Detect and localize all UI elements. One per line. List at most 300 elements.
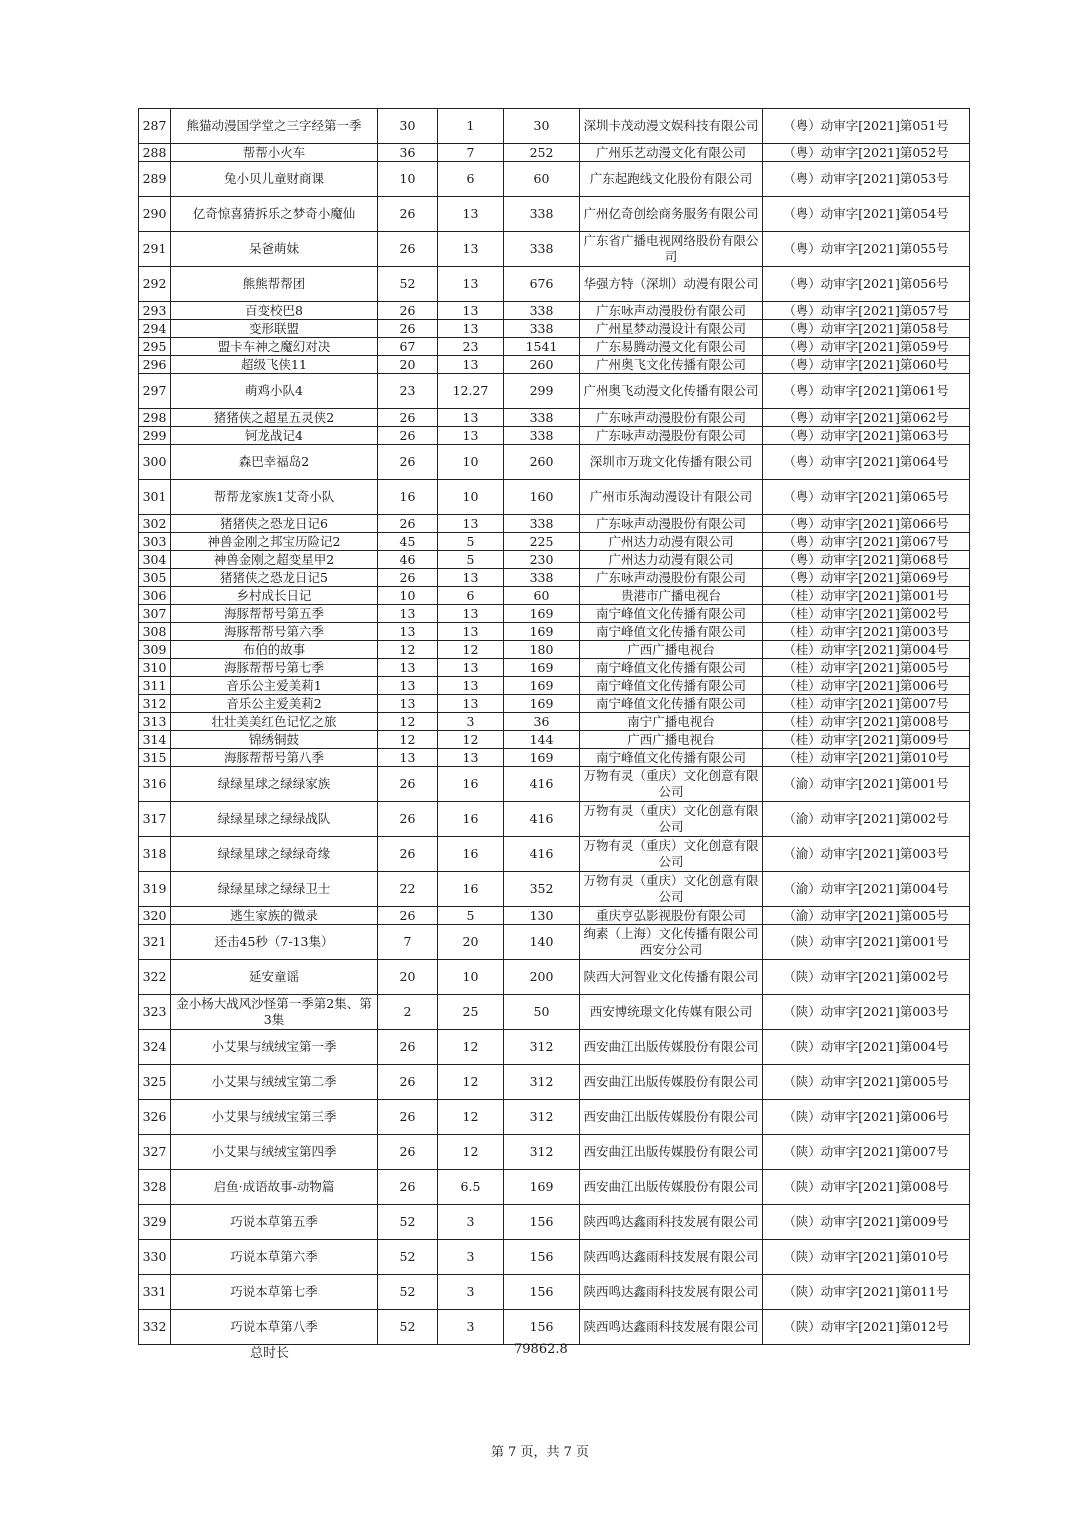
approval-number-cell: （陕）动审字[2021]第006号 — [763, 1100, 970, 1135]
approval-number-cell: （粤）动审字[2021]第066号 — [763, 515, 970, 533]
work-title-cell: 绿绿星球之绿绿家族 — [171, 767, 378, 802]
table-row — [139, 1030, 970, 1065]
row-no-cell: 327 — [139, 1135, 171, 1170]
work-title-cell: 绿绿星球之绿绿战队 — [171, 802, 378, 837]
work-title-cell: 巧说本草第六季 — [171, 1240, 378, 1275]
total-minutes-cell: 30 — [504, 109, 580, 144]
table-row — [139, 605, 970, 623]
total-minutes-cell: 200 — [504, 960, 580, 995]
producer-cell: 西安曲江出版传媒股份有限公司 — [580, 1065, 763, 1100]
producer-cell: 陕西鸣达鑫雨科技发展有限公司 — [580, 1275, 763, 1310]
minutes-per-episode-cell: 23 — [438, 338, 504, 356]
minutes-per-episode-cell: 6 — [438, 587, 504, 605]
table-row — [139, 925, 970, 960]
producer-cell: 广州奥飞文化传播有限公司 — [580, 356, 763, 374]
episodes-cell: 26 — [378, 1065, 438, 1100]
minutes-per-episode-cell: 13 — [438, 749, 504, 767]
row-no-cell: 328 — [139, 1170, 171, 1205]
minutes-per-episode-cell: 6.5 — [438, 1170, 504, 1205]
producer-cell: 广西广播电视台 — [580, 641, 763, 659]
approval-number-cell: （粤）动审字[2021]第056号 — [763, 267, 970, 302]
total-minutes-cell: 252 — [504, 144, 580, 162]
row-no-cell: 317 — [139, 802, 171, 837]
producer-cell: 深圳市万珑文化传播有限公司 — [580, 445, 763, 480]
episodes-cell: 26 — [378, 232, 438, 267]
row-no-cell: 292 — [139, 267, 171, 302]
row-no-cell: 301 — [139, 480, 171, 515]
episodes-cell: 13 — [378, 623, 438, 641]
total-minutes-cell: 60 — [504, 162, 580, 197]
minutes-per-episode-cell: 10 — [438, 960, 504, 995]
minutes-per-episode-cell: 10 — [438, 445, 504, 480]
producer-cell: 陕西鸣达鑫雨科技发展有限公司 — [580, 1205, 763, 1240]
minutes-per-episode-cell: 5 — [438, 551, 504, 569]
episodes-cell: 52 — [378, 1240, 438, 1275]
total-label: 总时长 — [250, 1346, 290, 1361]
episodes-cell: 26 — [378, 409, 438, 427]
approval-number-cell: （粤）动审字[2021]第065号 — [763, 480, 970, 515]
producer-cell: 南宁峰值文化传播有限公司 — [580, 749, 763, 767]
row-no-cell: 289 — [139, 162, 171, 197]
minutes-per-episode-cell: 13 — [438, 356, 504, 374]
minutes-per-episode-cell: 12 — [438, 1100, 504, 1135]
page-footer: 第 7 页，共 7 页 — [490, 1445, 590, 1460]
work-title-cell: 锦绣铜鼓 — [171, 731, 378, 749]
producer-cell: 广东省广播电视网络股份有限公司 — [580, 232, 763, 267]
work-title-cell: 钶龙战记4 — [171, 427, 378, 445]
producer-cell: 广州奥飞动漫文化传播有限公司 — [580, 374, 763, 409]
row-no-cell: 312 — [139, 695, 171, 713]
minutes-per-episode-cell: 12 — [438, 731, 504, 749]
row-no-cell: 303 — [139, 533, 171, 551]
approval-number-cell: （桂）动审字[2021]第009号 — [763, 731, 970, 749]
approval-number-cell: （渝）动审字[2021]第003号 — [763, 837, 970, 872]
producer-cell: 万物有灵（重庆）文化创意有限公司 — [580, 767, 763, 802]
work-title-cell: 猪猪侠之恐龙日记6 — [171, 515, 378, 533]
row-no-cell: 324 — [139, 1030, 171, 1065]
total-minutes-cell: 338 — [504, 320, 580, 338]
producer-cell: 陕西大河智业文化传播有限公司 — [580, 960, 763, 995]
table-row — [139, 1100, 970, 1135]
total-minutes-cell: 156 — [504, 1310, 580, 1345]
table-row — [139, 445, 970, 480]
work-title-cell: 壮壮美美红色记忆之旅 — [171, 713, 378, 731]
row-no-cell: 299 — [139, 427, 171, 445]
total-minutes-cell: 338 — [504, 427, 580, 445]
total-minutes-cell: 169 — [504, 695, 580, 713]
table-row — [139, 144, 970, 162]
total-minutes-cell: 312 — [504, 1065, 580, 1100]
work-title-cell: 巧说本草第八季 — [171, 1310, 378, 1345]
episodes-cell: 26 — [378, 1135, 438, 1170]
episodes-cell: 26 — [378, 197, 438, 232]
producer-cell: 广东咏声动漫股份有限公司 — [580, 427, 763, 445]
approval-number-cell: （粤）动审字[2021]第060号 — [763, 356, 970, 374]
table-row — [139, 713, 970, 731]
minutes-per-episode-cell: 12 — [438, 641, 504, 659]
approval-number-cell: （陕）动审字[2021]第003号 — [763, 995, 970, 1030]
total-minutes-cell: 156 — [504, 1240, 580, 1275]
total-minutes-cell: 338 — [504, 232, 580, 267]
work-title-cell: 乡村成长日记 — [171, 587, 378, 605]
minutes-per-episode-cell: 6 — [438, 162, 504, 197]
total-minutes-cell: 169 — [504, 1170, 580, 1205]
row-no-cell: 288 — [139, 144, 171, 162]
row-no-cell: 331 — [139, 1275, 171, 1310]
producer-cell: 陕西鸣达鑫雨科技发展有限公司 — [580, 1310, 763, 1345]
row-no-cell: 320 — [139, 907, 171, 925]
minutes-per-episode-cell: 16 — [438, 767, 504, 802]
minutes-per-episode-cell: 12 — [438, 1135, 504, 1170]
work-title-cell: 变形联盟 — [171, 320, 378, 338]
producer-cell: 万物有灵（重庆）文化创意有限公司 — [580, 802, 763, 837]
producer-cell: 广东起跑线文化股份有限公司 — [580, 162, 763, 197]
producer-cell: 广西广播电视台 — [580, 731, 763, 749]
row-no-cell: 304 — [139, 551, 171, 569]
table-row — [139, 659, 970, 677]
approval-number-cell: （陕）动审字[2021]第007号 — [763, 1135, 970, 1170]
minutes-per-episode-cell: 13 — [438, 267, 504, 302]
episodes-cell: 26 — [378, 802, 438, 837]
approval-table — [138, 108, 970, 1345]
row-no-cell: 300 — [139, 445, 171, 480]
total-minutes-cell: 1541 — [504, 338, 580, 356]
producer-cell: 南宁峰值文化传播有限公司 — [580, 623, 763, 641]
row-no-cell: 321 — [139, 925, 171, 960]
work-title-cell: 兔小贝儿童财商课 — [171, 162, 378, 197]
row-no-cell: 323 — [139, 995, 171, 1030]
row-no-cell: 329 — [139, 1205, 171, 1240]
work-title-cell: 亿奇惊喜猜拆乐之梦奇小魔仙 — [171, 197, 378, 232]
total-minutes-cell: 299 — [504, 374, 580, 409]
approval-number-cell: （粤）动审字[2021]第054号 — [763, 197, 970, 232]
work-title-cell: 森巴幸福岛2 — [171, 445, 378, 480]
approval-number-cell: （粤）动审字[2021]第052号 — [763, 144, 970, 162]
approval-number-cell: （陕）动审字[2021]第012号 — [763, 1310, 970, 1345]
row-no-cell: 297 — [139, 374, 171, 409]
row-no-cell: 326 — [139, 1100, 171, 1135]
total-minutes-cell: 156 — [504, 1275, 580, 1310]
producer-cell: 广州达力动漫有限公司 — [580, 533, 763, 551]
episodes-cell: 13 — [378, 749, 438, 767]
row-no-cell: 322 — [139, 960, 171, 995]
episodes-cell: 26 — [378, 302, 438, 320]
producer-cell: 广州达力动漫有限公司 — [580, 551, 763, 569]
producer-cell: 华强方特（深圳）动漫有限公司 — [580, 267, 763, 302]
table-row — [139, 1065, 970, 1100]
table-row — [139, 587, 970, 605]
table-row — [139, 731, 970, 749]
total-minutes-cell: 169 — [504, 605, 580, 623]
approval-number-cell: （渝）动审字[2021]第001号 — [763, 767, 970, 802]
total-minutes-cell: 338 — [504, 569, 580, 587]
producer-cell: 广州市乐淘动漫设计有限公司 — [580, 480, 763, 515]
table-row — [139, 267, 970, 302]
table-row — [139, 1310, 970, 1345]
approval-number-cell: （陕）动审字[2021]第011号 — [763, 1275, 970, 1310]
producer-cell: 广州星梦动漫设计有限公司 — [580, 320, 763, 338]
work-title-cell: 小艾果与绒绒宝第四季 — [171, 1135, 378, 1170]
table-row — [139, 960, 970, 995]
total-minutes-cell: 225 — [504, 533, 580, 551]
approval-number-cell: （桂）动审字[2021]第004号 — [763, 641, 970, 659]
episodes-cell: 13 — [378, 677, 438, 695]
approval-number-cell: （桂）动审字[2021]第008号 — [763, 713, 970, 731]
total-value: 79862.8 — [514, 1342, 568, 1357]
work-title-cell: 神兽金刚之超变星甲2 — [171, 551, 378, 569]
producer-cell: 西安曲江出版传媒股份有限公司 — [580, 1135, 763, 1170]
approval-number-cell: （桂）动审字[2021]第005号 — [763, 659, 970, 677]
episodes-cell: 23 — [378, 374, 438, 409]
table-row — [139, 641, 970, 659]
approval-number-cell: （粤）动审字[2021]第051号 — [763, 109, 970, 144]
episodes-cell: 12 — [378, 731, 438, 749]
total-minutes-cell: 130 — [504, 907, 580, 925]
episodes-cell: 46 — [378, 551, 438, 569]
total-minutes-cell: 338 — [504, 515, 580, 533]
table-row — [139, 1170, 970, 1205]
minutes-per-episode-cell: 13 — [438, 427, 504, 445]
approval-number-cell: （粤）动审字[2021]第064号 — [763, 445, 970, 480]
work-title-cell: 延安童谣 — [171, 960, 378, 995]
table-row — [139, 480, 970, 515]
minutes-per-episode-cell: 13 — [438, 302, 504, 320]
total-minutes-cell: 338 — [504, 409, 580, 427]
minutes-per-episode-cell: 25 — [438, 995, 504, 1030]
approval-number-cell: （粤）动审字[2021]第069号 — [763, 569, 970, 587]
approval-number-cell: （桂）动审字[2021]第006号 — [763, 677, 970, 695]
total-minutes-cell: 416 — [504, 767, 580, 802]
work-title-cell: 小艾果与绒绒宝第二季 — [171, 1065, 378, 1100]
producer-cell: 广东易腾动漫文化有限公司 — [580, 338, 763, 356]
producer-cell: 绚素（上海）文化传播有限公司西安分公司 — [580, 925, 763, 960]
approval-number-cell: （粤）动审字[2021]第053号 — [763, 162, 970, 197]
minutes-per-episode-cell: 10 — [438, 480, 504, 515]
work-title-cell: 盟卡车神之魔幻对决 — [171, 338, 378, 356]
total-minutes-cell: 230 — [504, 551, 580, 569]
episodes-cell: 26 — [378, 907, 438, 925]
work-title-cell: 帮帮龙家族1艾奇小队 — [171, 480, 378, 515]
work-title-cell: 绿绿星球之绿绿卫士 — [171, 872, 378, 907]
table-row — [139, 1240, 970, 1275]
minutes-per-episode-cell: 13 — [438, 515, 504, 533]
work-title-cell: 超级飞侠11 — [171, 356, 378, 374]
producer-cell: 广东咏声动漫股份有限公司 — [580, 569, 763, 587]
table-row — [139, 427, 970, 445]
minutes-per-episode-cell: 13 — [438, 197, 504, 232]
minutes-per-episode-cell: 3 — [438, 1275, 504, 1310]
row-no-cell: 306 — [139, 587, 171, 605]
minutes-per-episode-cell: 13 — [438, 569, 504, 587]
table-row — [139, 623, 970, 641]
table-row — [139, 356, 970, 374]
total-minutes-cell: 312 — [504, 1030, 580, 1065]
work-title-cell: 启鱼·成语故事-动物篇 — [171, 1170, 378, 1205]
episodes-cell: 26 — [378, 1170, 438, 1205]
producer-cell: 南宁峰值文化传播有限公司 — [580, 677, 763, 695]
producer-cell: 贵港市广播电视台 — [580, 587, 763, 605]
producer-cell: 广东咏声动漫股份有限公司 — [580, 515, 763, 533]
table-row — [139, 109, 970, 144]
work-title-cell: 神兽金刚之邦宝历险记2 — [171, 533, 378, 551]
table-row — [139, 515, 970, 533]
row-no-cell: 290 — [139, 197, 171, 232]
total-minutes-cell: 50 — [504, 995, 580, 1030]
episodes-cell: 52 — [378, 267, 438, 302]
table-row — [139, 872, 970, 907]
work-title-cell: 帮帮小火车 — [171, 144, 378, 162]
total-minutes-cell: 338 — [504, 302, 580, 320]
table-row — [139, 409, 970, 427]
episodes-cell: 10 — [378, 162, 438, 197]
producer-cell: 广州乐艺动漫文化有限公司 — [580, 144, 763, 162]
minutes-per-episode-cell: 5 — [438, 533, 504, 551]
episodes-cell: 26 — [378, 427, 438, 445]
approval-number-cell: （陕）动审字[2021]第004号 — [763, 1030, 970, 1065]
producer-cell: 万物有灵（重庆）文化创意有限公司 — [580, 837, 763, 872]
table-row — [139, 995, 970, 1030]
table-row — [139, 749, 970, 767]
producer-cell: 南宁峰值文化传播有限公司 — [580, 605, 763, 623]
approval-number-cell: （陕）动审字[2021]第010号 — [763, 1240, 970, 1275]
total-minutes-cell: 338 — [504, 197, 580, 232]
minutes-per-episode-cell: 20 — [438, 925, 504, 960]
minutes-per-episode-cell: 13 — [438, 659, 504, 677]
minutes-per-episode-cell: 16 — [438, 872, 504, 907]
row-no-cell: 296 — [139, 356, 171, 374]
producer-cell: 广东咏声动漫股份有限公司 — [580, 302, 763, 320]
episodes-cell: 20 — [378, 356, 438, 374]
approval-number-cell: （粤）动审字[2021]第068号 — [763, 551, 970, 569]
episodes-cell: 7 — [378, 925, 438, 960]
work-title-cell: 音乐公主爱美莉1 — [171, 677, 378, 695]
minutes-per-episode-cell: 13 — [438, 623, 504, 641]
producer-cell: 广州亿奇创绘商务服务有限公司 — [580, 197, 763, 232]
producer-cell: 深圳卡茂动漫文娱科技有限公司 — [580, 109, 763, 144]
minutes-per-episode-cell: 12 — [438, 1065, 504, 1100]
work-title-cell: 萌鸡小队4 — [171, 374, 378, 409]
table-row — [139, 533, 970, 551]
episodes-cell: 26 — [378, 767, 438, 802]
producer-cell: 南宁峰值文化传播有限公司 — [580, 695, 763, 713]
minutes-per-episode-cell: 3 — [438, 1205, 504, 1240]
total-minutes-cell: 312 — [504, 1100, 580, 1135]
producer-cell: 重庆亨弘影视股份有限公司 — [580, 907, 763, 925]
minutes-per-episode-cell: 5 — [438, 907, 504, 925]
work-title-cell: 绿绿星球之绿绿奇缘 — [171, 837, 378, 872]
total-minutes-cell: 352 — [504, 872, 580, 907]
work-title-cell: 布伯的故事 — [171, 641, 378, 659]
episodes-cell: 2 — [378, 995, 438, 1030]
minutes-per-episode-cell: 13 — [438, 409, 504, 427]
episodes-cell: 52 — [378, 1205, 438, 1240]
approval-number-cell: （粤）动审字[2021]第067号 — [763, 533, 970, 551]
episodes-cell: 22 — [378, 872, 438, 907]
episodes-cell: 26 — [378, 320, 438, 338]
work-title-cell: 猪猪侠之超星五灵侠2 — [171, 409, 378, 427]
approval-number-cell: （陕）动审字[2021]第005号 — [763, 1065, 970, 1100]
episodes-cell: 13 — [378, 605, 438, 623]
work-title-cell: 逃生家族的微录 — [171, 907, 378, 925]
producer-cell: 西安博统璟文化传媒有限公司 — [580, 995, 763, 1030]
approval-number-cell: （粤）动审字[2021]第061号 — [763, 374, 970, 409]
row-no-cell: 287 — [139, 109, 171, 144]
producer-cell: 陕西鸣达鑫雨科技发展有限公司 — [580, 1240, 763, 1275]
table-row — [139, 1275, 970, 1310]
approval-number-cell: （陕）动审字[2021]第009号 — [763, 1205, 970, 1240]
total-row — [138, 1342, 969, 1360]
approval-number-cell: （桂）动审字[2021]第007号 — [763, 695, 970, 713]
approval-number-cell: （桂）动审字[2021]第003号 — [763, 623, 970, 641]
total-minutes-cell: 144 — [504, 731, 580, 749]
approval-number-cell: （渝）动审字[2021]第002号 — [763, 802, 970, 837]
episodes-cell: 67 — [378, 338, 438, 356]
work-title-cell: 音乐公主爱美莉2 — [171, 695, 378, 713]
work-title-cell: 熊熊帮帮团 — [171, 267, 378, 302]
minutes-per-episode-cell: 13 — [438, 605, 504, 623]
work-title-cell: 巧说本草第七季 — [171, 1275, 378, 1310]
episodes-cell: 52 — [378, 1310, 438, 1345]
total-minutes-cell: 180 — [504, 641, 580, 659]
table-row — [139, 1135, 970, 1170]
table-row — [139, 695, 970, 713]
approval-number-cell: （陕）动审字[2021]第001号 — [763, 925, 970, 960]
minutes-per-episode-cell: 12.27 — [438, 374, 504, 409]
approval-number-cell: （粤）动审字[2021]第058号 — [763, 320, 970, 338]
episodes-cell: 26 — [378, 569, 438, 587]
total-minutes-cell: 260 — [504, 356, 580, 374]
row-no-cell: 325 — [139, 1065, 171, 1100]
approval-number-cell: （陕）动审字[2021]第008号 — [763, 1170, 970, 1205]
total-minutes-cell: 156 — [504, 1205, 580, 1240]
work-title-cell: 海豚帮帮号第八季 — [171, 749, 378, 767]
table-row — [139, 320, 970, 338]
episodes-cell: 52 — [378, 1275, 438, 1310]
total-minutes-cell: 169 — [504, 677, 580, 695]
row-no-cell: 316 — [139, 767, 171, 802]
approval-number-cell: （桂）动审字[2021]第001号 — [763, 587, 970, 605]
minutes-per-episode-cell: 3 — [438, 1240, 504, 1275]
table-row — [139, 677, 970, 695]
work-title-cell: 海豚帮帮号第七季 — [171, 659, 378, 677]
row-no-cell: 307 — [139, 605, 171, 623]
episodes-cell: 13 — [378, 695, 438, 713]
row-no-cell: 293 — [139, 302, 171, 320]
approval-number-cell: （陕）动审字[2021]第002号 — [763, 960, 970, 995]
table-row — [139, 907, 970, 925]
minutes-per-episode-cell: 7 — [438, 144, 504, 162]
episodes-cell: 20 — [378, 960, 438, 995]
work-title-cell: 小艾果与绒绒宝第一季 — [171, 1030, 378, 1065]
approval-number-cell: （粤）动审字[2021]第063号 — [763, 427, 970, 445]
row-no-cell: 315 — [139, 749, 171, 767]
total-minutes-cell: 140 — [504, 925, 580, 960]
approval-number-cell: （粤）动审字[2021]第059号 — [763, 338, 970, 356]
total-minutes-cell: 60 — [504, 587, 580, 605]
row-no-cell: 309 — [139, 641, 171, 659]
row-no-cell: 308 — [139, 623, 171, 641]
work-title-cell: 金小杨大战风沙怪第一季第2集、第3集 — [171, 995, 378, 1030]
row-no-cell: 305 — [139, 569, 171, 587]
episodes-cell: 26 — [378, 837, 438, 872]
minutes-per-episode-cell: 13 — [438, 695, 504, 713]
row-no-cell: 310 — [139, 659, 171, 677]
approval-number-cell: （渝）动审字[2021]第005号 — [763, 907, 970, 925]
episodes-cell: 12 — [378, 713, 438, 731]
total-minutes-cell: 160 — [504, 480, 580, 515]
work-title-cell: 呆爸萌妹 — [171, 232, 378, 267]
row-no-cell: 295 — [139, 338, 171, 356]
